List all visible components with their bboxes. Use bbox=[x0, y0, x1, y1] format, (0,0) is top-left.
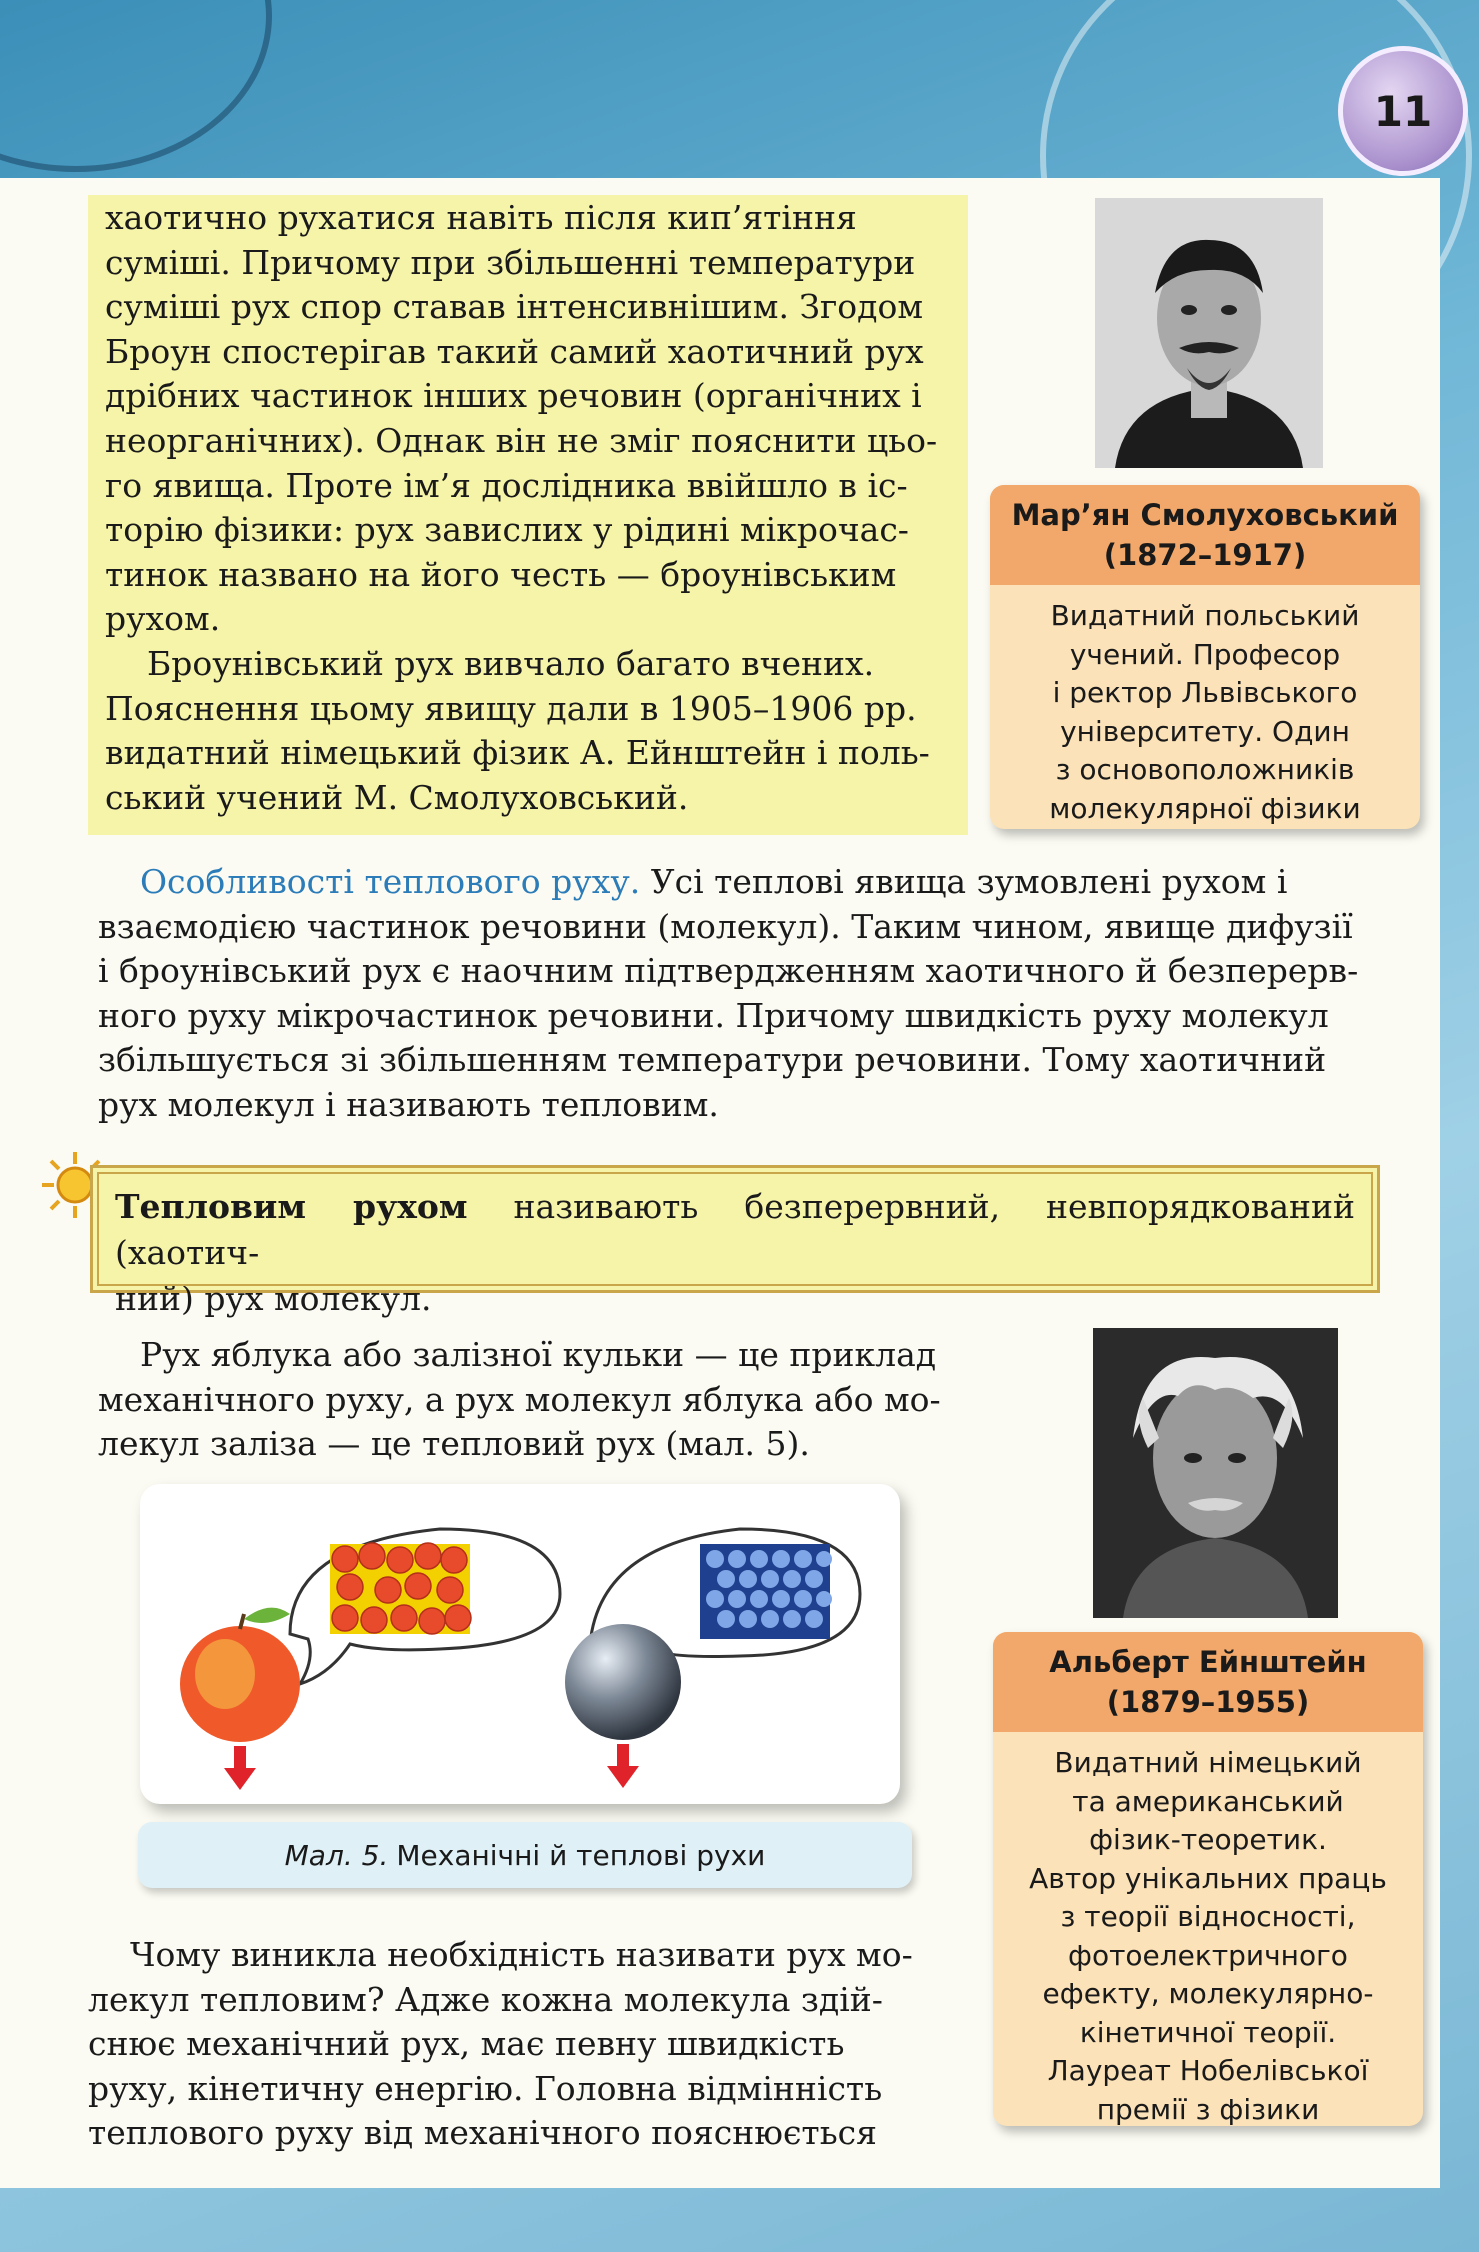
text-line: Чому виникла необхідність називати рух мо- bbox=[130, 1935, 913, 1974]
figure-5 bbox=[140, 1484, 900, 1804]
bio-header bbox=[990, 485, 1420, 585]
bio-line: і ректор Львівського bbox=[1052, 676, 1358, 709]
text-line: видатний німецький фізик А. Ейнштейн і поль- bbox=[105, 733, 930, 773]
einstein-portrait bbox=[1093, 1328, 1338, 1618]
text-line: торію фізики: рух завислих у рідині мікрочас- bbox=[105, 510, 909, 550]
definition-box bbox=[90, 1165, 1380, 1318]
text-line: механічного руху, а рух молекул яблука або мо- bbox=[98, 1379, 941, 1419]
section-heading: Особливості теплового руху. bbox=[140, 862, 641, 901]
text-line: і броунівський рух є наочним підтвердженням хаотичного й безперерв- bbox=[98, 951, 1359, 991]
text-line: снює механічний рух, має певну швидкість bbox=[88, 2024, 845, 2064]
bio-line: та американський bbox=[1072, 1784, 1344, 1818]
definition-text: називають безперервний, невпорядкований (хаотич- bbox=[115, 1187, 1355, 1272]
bio-line: молекулярної фізики bbox=[1049, 791, 1361, 825]
text-line: руху, кінетичну енергію. Головна відмінність bbox=[88, 2068, 883, 2108]
definition-line: ний) рух молекул. bbox=[115, 1279, 432, 1318]
bio-card-smoluchowski bbox=[990, 485, 1420, 829]
bio-name: Альберт Ейнштейн bbox=[1049, 1645, 1367, 1679]
text-line: збільшується зі збільшенням температури речовини. Тому хаотичний bbox=[98, 1040, 1327, 1080]
definition-line bbox=[115, 1184, 1355, 1276]
top-paragraph bbox=[105, 196, 950, 820]
bio-line: Лауреат Нобелівської bbox=[1047, 2054, 1369, 2087]
text-line: взаємодією частинок речовини (молекул). Таким чином, явище дифузії bbox=[98, 906, 1353, 946]
text-line: рухом. bbox=[105, 599, 221, 639]
portrait-image bbox=[1095, 198, 1323, 468]
bio-card-einstein bbox=[993, 1632, 1423, 2126]
text-line: хаотично рухатися навіть після кип’ятіння bbox=[105, 198, 857, 237]
figure-caption-text: Механічні й теплові рухи bbox=[396, 1838, 766, 1872]
text-line: суміші. Причому при збільшенні температури bbox=[105, 242, 916, 282]
bio-line: з теорії відносності, bbox=[1060, 1900, 1356, 1933]
bio-line: фотоелектричного bbox=[1068, 1938, 1348, 1972]
text-line: суміші рух спор ставав інтенсивнішим. Згодом bbox=[105, 287, 924, 327]
text-line: неорганічних). Однак він не зміг пояснити цьо- bbox=[105, 420, 938, 460]
bio-line: Видатний польський bbox=[1050, 599, 1360, 632]
bio-line: Автор унікальних праць bbox=[1029, 1861, 1387, 1895]
definition-term: Тепловим рухом bbox=[115, 1187, 468, 1226]
bio-header bbox=[993, 1632, 1423, 1732]
background-decoration bbox=[0, 0, 272, 172]
smoluchowski-portrait bbox=[1095, 198, 1323, 468]
bio-line: ефекту, молекулярно- bbox=[1042, 1977, 1374, 2010]
text-line: лекул тепловим? Адже кожна молекула здій- bbox=[88, 1979, 883, 2019]
features-paragraph bbox=[98, 860, 1388, 1128]
text-line: го явища. Проте ім’я дослідника ввійшло в іс- bbox=[105, 465, 908, 505]
bio-name: Мар’ян Смолуховський bbox=[1011, 498, 1399, 532]
bio-line: учений. Професор bbox=[1069, 637, 1341, 671]
bio-line: Видатний німецький bbox=[1054, 1746, 1362, 1779]
text-line: Усі теплові явища зумовлені рухом і bbox=[650, 862, 1288, 901]
text-line: теплового руху від механічного пояснюється bbox=[88, 2113, 877, 2153]
bio-years: (1879–1955) bbox=[1106, 1685, 1310, 1719]
portrait-image bbox=[1093, 1328, 1338, 1618]
text-line: Броунівський рух вивчало багато вчених. bbox=[147, 643, 875, 683]
bio-line: фізик-теоретик. bbox=[1089, 1823, 1327, 1856]
bio-body bbox=[990, 585, 1420, 840]
text-line: рух молекул і називають тепловим. bbox=[98, 1084, 719, 1124]
bio-years: (1872–1917) bbox=[1103, 538, 1307, 572]
text-line: лекул заліза — це тепловий рух (мал. 5). bbox=[98, 1424, 810, 1464]
text-line: Рух яблука або залізної кульки — це приклад bbox=[140, 1335, 937, 1374]
text-line: Пояснення цьому явищу дали в 1905–1906 рр. bbox=[105, 688, 917, 728]
figure-label: Мал. 5. bbox=[284, 1838, 389, 1872]
figure-caption bbox=[138, 1822, 912, 1888]
text-line: Броун спостерігав такий самий хаотичний рух bbox=[105, 331, 924, 371]
bio-line: університету. Один bbox=[1060, 714, 1350, 748]
text-line: ський учений М. Смолуховський. bbox=[105, 777, 689, 817]
apple-paragraph bbox=[98, 1333, 953, 1467]
figure-illustration bbox=[140, 1484, 900, 1804]
text-line: ного руху мікрочастинок речовини. Причому швидкість руху молекул bbox=[98, 995, 1329, 1035]
page-number: 11 bbox=[1338, 46, 1468, 176]
bio-line: з основоположників bbox=[1055, 753, 1355, 786]
bio-body bbox=[993, 1732, 1423, 2141]
text-line: дрібних частинок інших речовин (органічних і bbox=[105, 376, 922, 416]
bio-line: кінетичної теорії. bbox=[1079, 2015, 1337, 2049]
text-line: тинок названо на його честь — броунівським bbox=[105, 554, 897, 594]
bottom-paragraph bbox=[88, 1933, 958, 2156]
bio-line: премії з фізики bbox=[1096, 2092, 1320, 2126]
